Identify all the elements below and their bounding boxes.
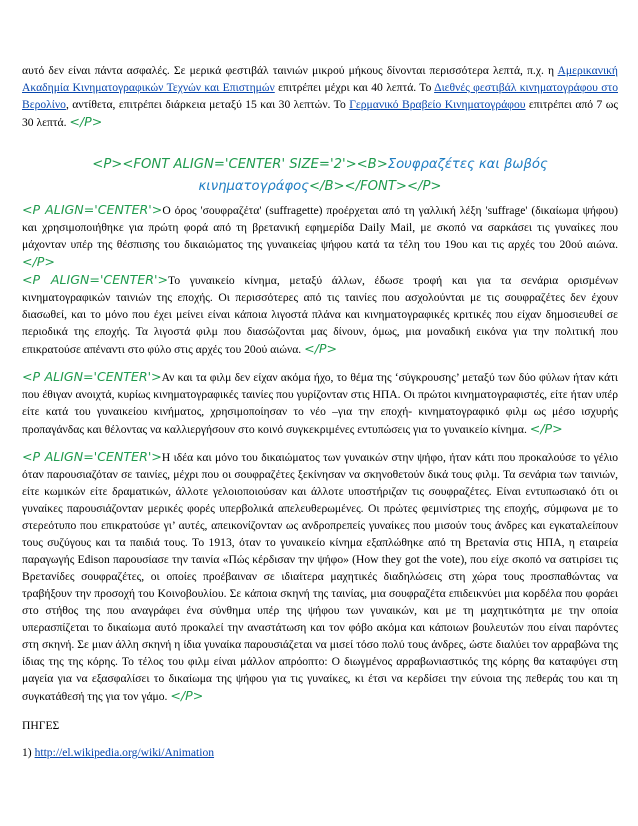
document-page xyxy=(22,62,618,761)
sources-heading: ΠΗΓΕΣ xyxy=(22,719,60,732)
intro-text-4: επιτρέπει από 7 ως 30 λεπτά. xyxy=(22,98,618,129)
paragraph-women-movement xyxy=(22,271,618,358)
heading-close-tags: </B></FONT></P> xyxy=(308,179,442,194)
reference-item xyxy=(22,744,618,761)
open-p-tag: <P ALIGN='CENTER'> xyxy=(22,272,169,287)
close-p-tag: </P> xyxy=(529,421,563,436)
intro-text-2: επιτρέπει μέχρι και 40 λεπτά. Το xyxy=(274,81,435,94)
section-heading xyxy=(22,154,618,198)
close-p-tag: </P> xyxy=(69,114,103,129)
intro-text-1: αυτό δεν είναι πάντα ασφαλές. Σε μερικά φεστιβάλ ταινιών μικρού μήκους δίνονται περισσότερα λεπτά, π.χ. η xyxy=(22,64,558,77)
reference-link[interactable]: http://el.wikipedia.org/wiki/Animation xyxy=(34,746,215,759)
close-p-tag: </P> xyxy=(304,341,338,356)
paragraph-suffragette-term xyxy=(22,201,618,271)
heading-open-tags: <P><FONT ALIGN='CENTER' SIZE='2'><B> xyxy=(92,157,388,172)
paragraph-text: Ο όρος 'σουφραζέτα' (suffragette) προέρχεται από τη γαλλική λέξη 'suffrage' (δικαίωμα ψήφου) και χρησιμοποιήθηκε για πρώτη φορά από τη βρετανική εφημερίδα Daily Mail, με σκοπό να σαρκάσει τις γυναίκες που μάχονταν υπέρ της θέσπισης του δικαιώματος της γυναικείας ψήφου κατά τα τέλη του 19ου και τις αρχές του 20ού αιώνα. xyxy=(22,204,618,251)
paragraph-silent-films xyxy=(22,368,618,438)
reference-number: 1) xyxy=(22,746,35,759)
paragraph-text: Αν και τα φιλμ δεν είχαν ακόμα ήχο, το θέμα της ‘σύγκρουσης’ μεταξύ των δύο φύλων ήταν κάτι που έθιγαν ανοιχτά, κυρίως κινηματογραφικές ταινίες που γυρίζονταν στις ΗΠΑ. Οι πρώτοι κινηματογραφιστές, είτε ήταν υπέρ είτε κατά του γυναικείου κινήματος, χρησιμοποίησαν το νέο –για την εποχή- κινηματογραφικό φιλμ ως μέσο ισχυρής προπαγάνδας και θέλοντας να καλλιεργήσουν στο κοινό συγκεκριμένες εντυπώσεις για το γυναικείο κίνημα. xyxy=(22,371,618,436)
intro-text-3: , αντίθετα, επιτρέπει διάρκεια μεταξύ 15 και 30 λεπτών. Το xyxy=(65,98,350,111)
intro-paragraph xyxy=(22,62,618,131)
open-p-tag: <P ALIGN='CENTER'> xyxy=(22,369,162,384)
paragraph-text: Το γυναικείο κίνημα, μεταξύ άλλων, έδωσε τροφή και για τα σενάρια ορισμένων κινηματογραφικών ταινιών της εποχής. Οι περισσότερες από τις ταινίες που ασχολούνται με τις σουφραζέτες δεν έχουν διασωθεί, και το μόνο που έχει μείνει είναι κάποια λιγοστά πλάνα και κινηματογραφικές κριτικές που είχαν δημοσιευθεί σε περιοδικά της εποχής. Τα λιγοστά φιλμ που διασώζονται μας δίνουν, όμως, μια μοναδική εικόνα για την πολιτική που επικρατούσε απέναντι στο φύλο στις αρχές του 20ού αιώνα. xyxy=(22,274,618,356)
paragraph-edison-film xyxy=(22,448,618,705)
heading-title: Σουφραζέτες και βωβός κινηματογράφος xyxy=(198,157,548,194)
link-american-academy[interactable]: Αμερικανική Ακαδημία Κινηματογραφικών Τεχνών και Επιστημών xyxy=(22,64,618,94)
close-p-tag: </P> xyxy=(22,254,55,269)
paragraph-text: Η ιδέα και μόνο του δικαιώματος των γυναικών στην ψήφο, ήταν κάτι που προκαλούσε το γέλιο όταν παρουσιαζόταν σε ταινίες, μέχρι που οι σουφραζέτες ξεκίνησαν να σκηνοθετούν δικά τους φιλμ. Τα σενάρια των ταινιών, είτε κωμικών είτε δραματικών, άλλοτε γελοιοποιούσαν και άλλοτε υποστήριζαν τις σουφραζέτες. Είναι εντυπωσιακό ότι οι γυναίκες παρουσιάζονταν μερικές φορές υπερβολικά απελευθερωμένες. Οι πρώτες φεμινίστριες της εποχής, σύμφωνα με το στερεότυπο που επικρατούσε γι’ αυτές, απεικονίζονταν ως ανδροπρεπείς γυναίκες που μισούν τους άνδρες και εγκαταλείπουν τους συζύγους και τα παιδιά τους. Το 1913, όταν το γυναικείο κίνημα εξαπλώθηκε από τη Βρετανία στις ΗΠΑ, η εταιρεία παραγωγής Edison παρουσίασε την ταινία «Πώς κέρδισαν την ψήφο» (How they got the vote), που είχε σκοπό να σατιρίσει τις Βρετανίδες σουφραζέτες, οι οποίες προέβαιναν σε ιδιαίτερα μαχητικές διαδηλώσεις στη χώρα τους προσπαθώντας να τραβήξουν την προσοχή του Κοινοβουλίου. Σε κάποια σκηνή της ταινίας, μια σουφραζέτα επιδεικνύει μια κορδέλα που φοράει στο στήθος της που αναγράφει ένα σύνθημα υπέρ της ψήφου των γυναικών, και με τη μαχητικότητα με την οποία υπερασπίζεται το δικαίωμα αυτό προκαλεί την αναστάτωση και τον φόβο ακόμα και κάποιων βουλευτών που είναι παρόντες στη σκηνή. Σε μιαν άλλη σκηνή η ίδια γυναίκα παρουσιάζεται να μισεί τόσο πολύ τους άνδρες, ώστε διαλύει τον αρραβώνα της ίδιας της της κόρης. Το τέλος του φιλμ είναι μάλλον απρόοπτο: Ο διωγμένος αρραβωνιαστικός της κόρης θα καταφύγει στη μαγεία για να εξασφαλίσει το δικαίωμα της ψήφου για τις γυναίκες, κι έτσι να κερδίσει την εύνοια της πεθεράς του και τη συγκατάθεσή της για τον γάμο. xyxy=(22,451,619,703)
link-german-film-award[interactable]: Γερμανικό Βραβείο Κινηματογράφου xyxy=(349,98,526,111)
open-p-tag: <P ALIGN='CENTER'> xyxy=(22,202,163,217)
open-p-tag: <P ALIGN='CENTER'> xyxy=(22,449,162,464)
close-p-tag: </P> xyxy=(170,688,204,703)
link-berlin-festival[interactable]: Διεθνές φεστιβάλ κινηματογράφου στο Βερολίνο xyxy=(22,81,618,111)
